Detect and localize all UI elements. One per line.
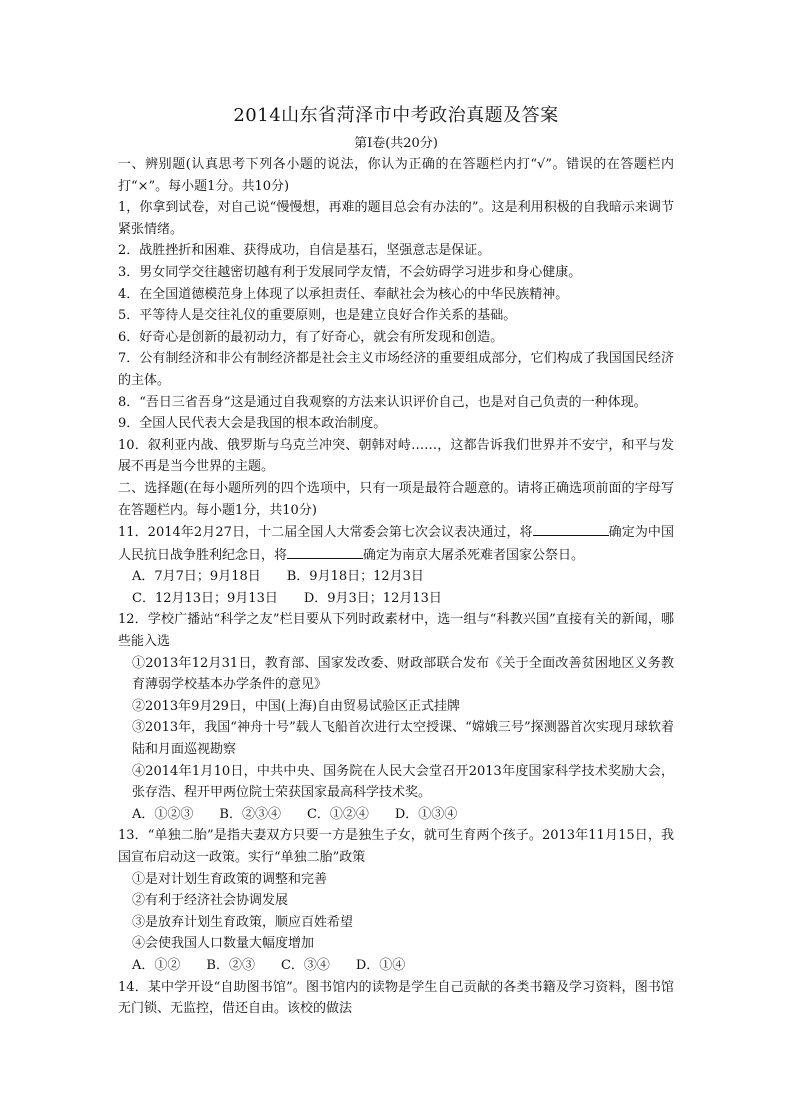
section2-heading: 二、选择题(在每小题所列的四个选项中，只有一项是最符合题意的。请将正确选项前面的字母写在答题栏内。每小题1分，共10分): [118, 480, 674, 518]
question-13-item-1: ①是对计划生育政策的调整和完善: [132, 871, 328, 887]
question-12-options: A．①②③ B．②③④ C．①②④ D．①③④: [132, 806, 458, 822]
question-13-stem: 13．“单独二胎”是指夫妻双方只要一方是独生子女，就可生育两个孩子。2013年11月15日，我国宣布启动这一政策。实行“单独二胎”政策: [118, 828, 674, 865]
judgment-item-6: 6．好奇心是创新的最初动力，有了好奇心，就会有所发现和创造。: [118, 329, 504, 345]
question-12-stem: 12．学校广播站“科学之友”栏目要从下列时政素材中，选一组与“科教兴国”直接有关的新闻，哪些能入选: [118, 612, 674, 650]
document-title: 2014山东省菏泽市中考政治真题及答案: [233, 105, 559, 126]
question-13-item-3: ③是放弃计划生育政策，顺应百姓希望: [132, 914, 354, 930]
judgment-item-4: 4．在全国道德模范身上体现了以承担责任、奉献社会为核心的中华民族精神。: [118, 286, 569, 302]
question-13-options: A．①② B．②③ C．③④ D．①④: [132, 957, 406, 973]
question-11-text-2: 确定为中国人民抗日战争胜利纪念日，将: [118, 525, 674, 563]
question-12-item-1: ①2013年12月31日，教育部、国家发改委、财政部联合发布《关于全面改善贫困地区义务教育薄弱学校基本办学条件的意见》: [132, 655, 674, 693]
question-11-options-row1: A．7月7日；9月18日 B．9月18日；12月3日: [132, 569, 424, 585]
judgment-item-5: 5．平等待人是交往礼仪的重要原则，也是建立良好合作关系的基础。: [118, 308, 517, 324]
section1-heading: 一、辨别题(认真思考下列各小题的说法，你认为正确的在答题栏内打“√”。错误的在答题栏内打“×”。每小题1分。共10分): [118, 157, 674, 194]
judgment-item-9: 9．全国人民代表大会是我国的根本政治制度。: [118, 416, 387, 432]
section-subtitle: 第Ⅰ卷(共20分): [354, 136, 438, 151]
answer-blank-1: [533, 521, 609, 536]
judgment-item-3: 3．男女同学交往越密切越有利于发展同学友情，不会妨碍学习进步和身心健康。: [118, 264, 582, 280]
judgment-item-1: 1，你拿到试卷，对自己说“慢慢想，再难的题目总会有办法的”。这是利用积极的自我暗示来调节紧张情绪。: [118, 200, 674, 237]
exam-page: [118, 100, 674, 1020]
question-11-options-row2: C．12月13日；9月13日 D．9月3日；12月13日: [132, 590, 442, 606]
question-14-stem: 14．某中学开设“自助图书馆”。图书馆内的读物是学生自己贡献的各类书籍及学习资料，图书馆无门锁、无监控，借还自由。该校的做法: [118, 979, 674, 1017]
question-13-item-4: ④会使我国人口数量大幅度增加: [132, 936, 315, 952]
judgment-item-10: 10．叙利亚内战、俄罗斯与乌克兰冲突、朝韩对峙……，这都告诉我们世界并不安宁，和平与发展不再是当今世界的主题。: [118, 437, 674, 475]
question-11-text-3: 确定为南京大屠杀死难者国家公祭日。: [363, 547, 585, 563]
question-11-stem: [118, 521, 674, 566]
question-12-item-3: ③2013年，我国“神舟十号”载人飞船首次进行太空授课、“嫦娥三号”探测器首次实现月球软着陆和月面巡视勘察: [132, 720, 674, 758]
judgment-item-2: 2．战胜挫折和困难、获得成功，自信是基石，坚强意志是保证。: [118, 243, 491, 259]
question-11-text-1: 11．2014年2月27日，十二届全国人大常委会第七次会议表决通过，将: [118, 525, 533, 541]
question-12-item-2: ②2013年9月29日，中国(上海)自由贸易试验区正式挂牌: [132, 698, 461, 714]
question-12-item-4: ④2014年1月10日，中共中央、国务院在人民大会堂召开2013年度国家科学技术奖励大会，张存浩、程开甲两位院士荣获国家最高科学技术奖。: [132, 763, 674, 801]
answer-blank-2: [287, 544, 363, 559]
question-13-item-2: ②有利于经济社会协调发展: [132, 893, 289, 909]
judgment-item-8: 8．“吾日三省吾身”这是通过自我观察的方法来认识评价自己，也是对自己负责的一种体现。: [118, 394, 647, 410]
judgment-item-7: 7．公有制经济和非公有制经济都是社会主义市场经济的重要组成部分，它们构成了我国国民经济的主体。: [118, 351, 674, 388]
